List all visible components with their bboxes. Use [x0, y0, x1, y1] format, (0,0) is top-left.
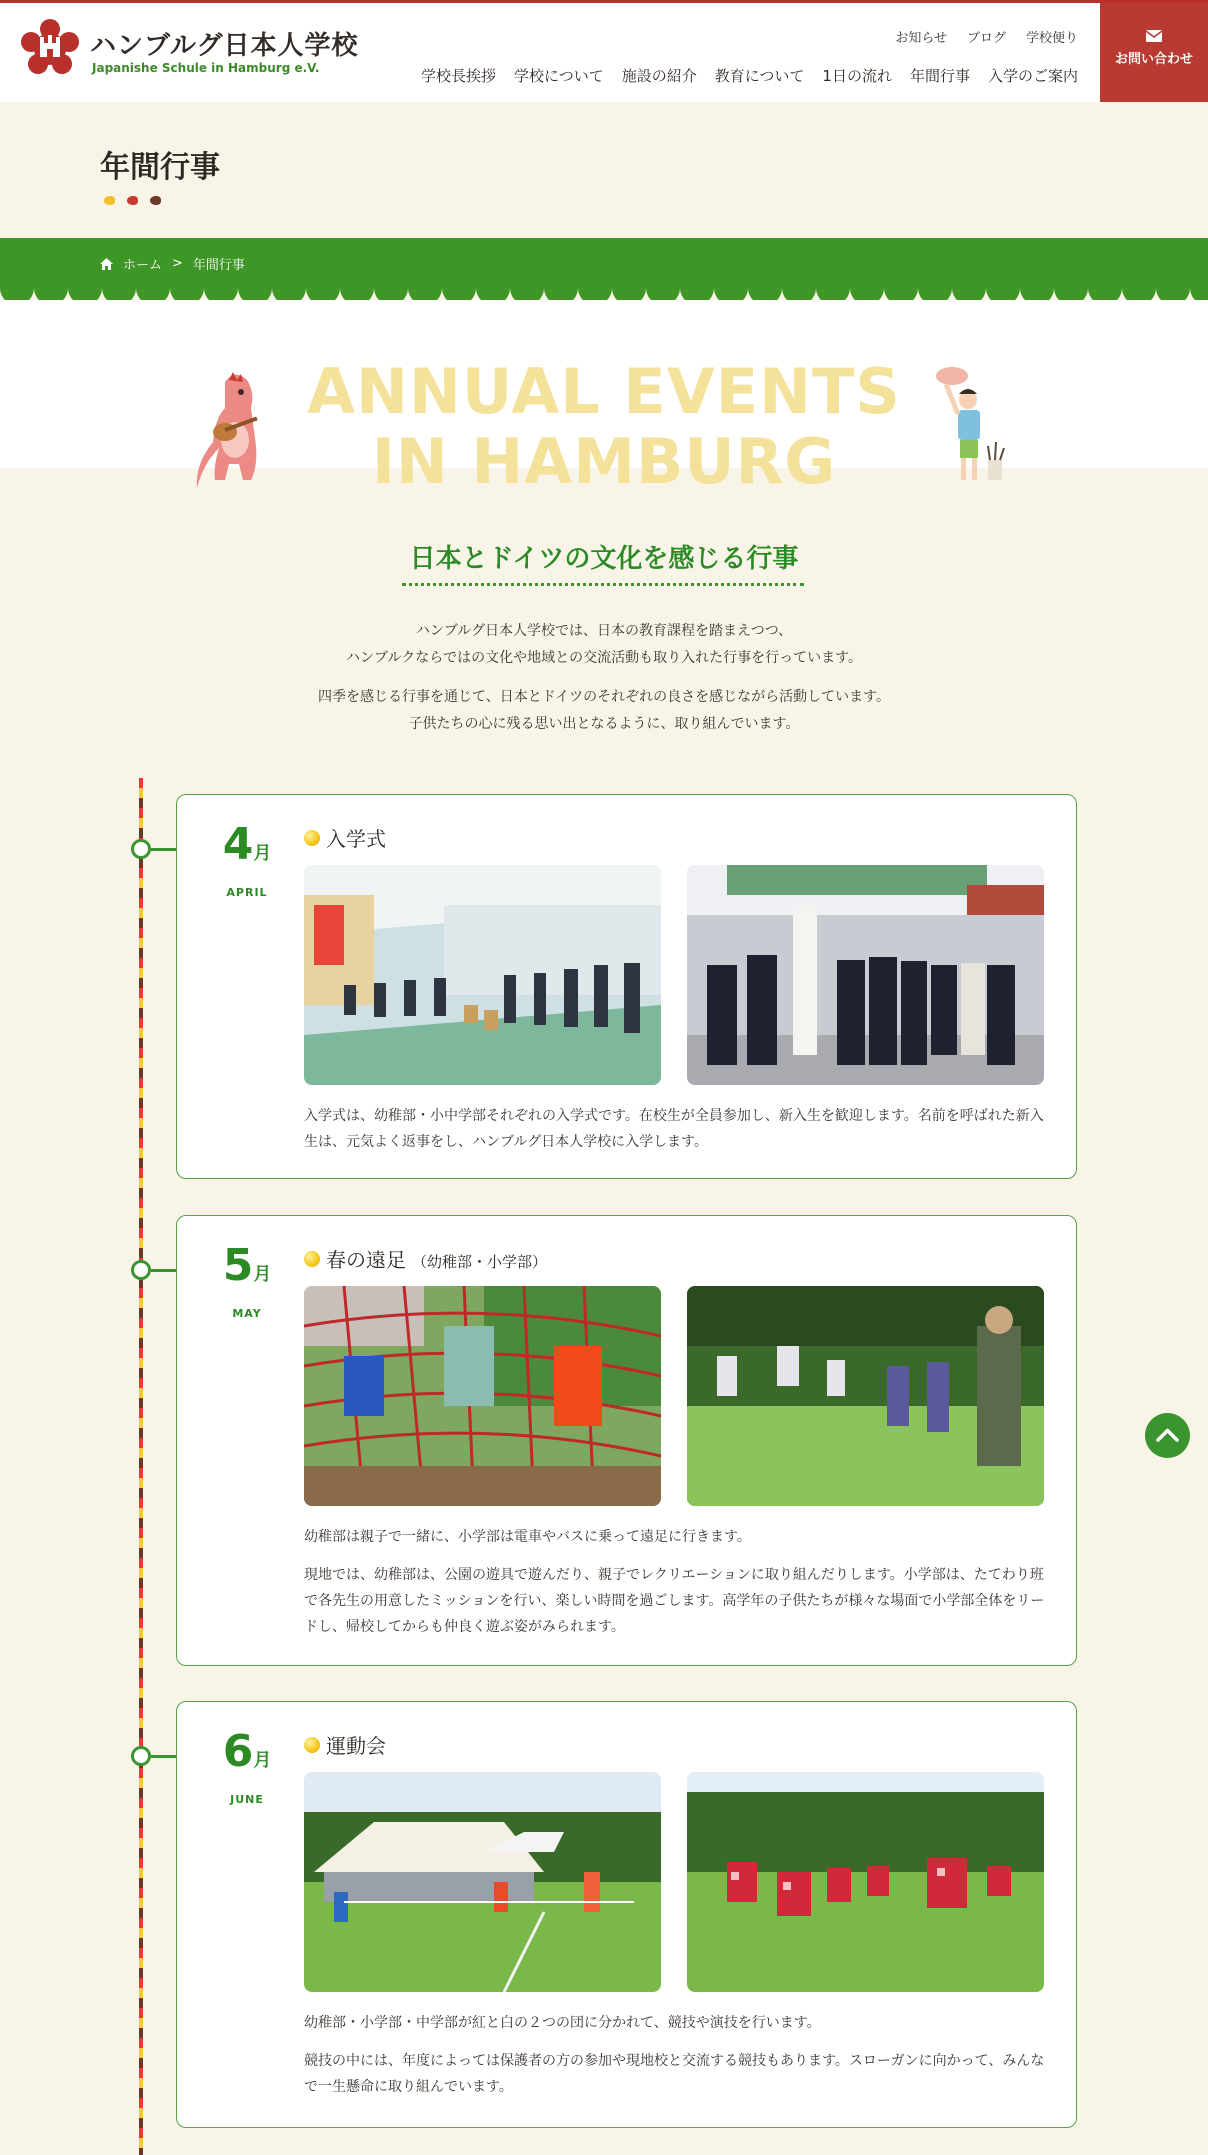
event-paragraph: 幼稚部・小学部・中学部が紅と白の２つの団に分かれて、競技や演技を行います。: [304, 2015, 821, 2031]
timeline-node: [131, 839, 151, 859]
timeline-connector: [151, 848, 177, 851]
event-card-april: [176, 794, 1077, 1179]
timeline-connector: [151, 1269, 177, 1272]
page-title: 年間行事: [100, 150, 220, 185]
school-name-en: Japanishe Schule in Hamburg e.V.: [92, 61, 320, 75]
photo-entrance-ceremony-gate: [687, 865, 1044, 1085]
contact-label: お問い合わせ: [1114, 52, 1193, 67]
photo-sports-day-dance: [687, 1772, 1044, 1992]
yellow-dot-icon: [304, 1251, 320, 1267]
breadcrumb: [0, 238, 1208, 300]
hero-line-1: ANNUAL EVENTS: [307, 355, 901, 428]
subnav-news[interactable]: お知らせ: [895, 31, 947, 46]
back-to-top-button[interactable]: [1145, 1413, 1190, 1458]
school-name-jp[interactable]: ハンブルグ日本人学校: [90, 31, 359, 61]
event-paragraph: 幼稚部は親子で一緒に、小学部は電車やバスに乗って遠足に行きます。: [304, 1529, 751, 1545]
contact-button[interactable]: [1100, 3, 1208, 102]
event-card-may: [176, 1215, 1077, 1666]
event-title-note: （幼稚部・小学部）: [412, 1253, 548, 1271]
main-navigation: [421, 65, 1078, 86]
breadcrumb-home[interactable]: ホーム: [123, 258, 163, 273]
month-number: 5: [222, 1240, 254, 1291]
nav-facilities[interactable]: 施設の紹介: [621, 67, 697, 85]
month-english: JUNE: [230, 1793, 264, 1806]
event-description: [304, 1524, 1049, 1652]
nav-education[interactable]: 教育について: [714, 67, 805, 85]
event-title-text: 運動会: [326, 1734, 386, 1758]
section-title-underline: [402, 583, 804, 586]
intro-line: ハンブルグ日本人学校では、日本の教育課程を踏まえつつ、: [415, 623, 793, 639]
intro-line: 四季を感じる行事を通じて、日本とドイツのそれぞれの良さを感じながら活動しています。: [318, 689, 890, 705]
subnav-newsletter[interactable]: 学校便り: [1025, 31, 1078, 46]
timeline-node: [131, 1260, 151, 1280]
event-title: [304, 823, 392, 852]
nav-daily-schedule[interactable]: 1日の流れ: [822, 67, 892, 85]
month-unit: 月: [253, 1264, 272, 1285]
photo-entrance-ceremony-hall: [304, 865, 661, 1085]
event-title-text: 入学式: [326, 827, 386, 851]
dinosaur-ukulele-illustration: [195, 368, 275, 492]
event-paragraph: 現地では、幼稚部は、公園の遊具で遊んだり、親子でレクリエーションに取り組んだりします。小学部は、たてわり班で各先生の用意したミッションを行い、楽しい時間を過ごします。高学年の子供たちが様々な場面で小学部全体をリードし、帰校してからも仲良く遊ぶ姿がみられます。: [304, 1567, 1045, 1635]
month-unit: 月: [253, 843, 272, 864]
nav-about-school[interactable]: 学校について: [514, 67, 604, 85]
event-title: [304, 1730, 392, 1759]
event-month: [217, 1726, 277, 1806]
subnav-blog[interactable]: ブログ: [966, 31, 1006, 46]
section-title: 日本とドイツの文化を感じる行事: [409, 544, 799, 574]
event-paragraph: 競技の中には、年度によっては保護者の方の参加や現地校と交流する競技もあります。スローガンに向かって、みんなで一生懸命に取り組んでいます。: [304, 2053, 1045, 2095]
yellow-dot-icon: [304, 830, 320, 846]
intro-line: ハンブルクならではの文化や地域との交流活動も取り入れた行事を行っています。: [346, 650, 862, 666]
photo-spring-excursion-playground: [304, 1286, 661, 1506]
month-number: 4: [222, 819, 254, 870]
home-icon: [100, 258, 113, 270]
timeline-connector: [151, 1755, 177, 1758]
school-logo-icon[interactable]: [18, 17, 82, 81]
intro-line: 子供たちの心に残る思い出となるように、取り組んでいます。: [408, 716, 800, 732]
event-card-june: [176, 1701, 1077, 2128]
month-english: APRIL: [226, 886, 268, 899]
yellow-dot-icon: [304, 1737, 320, 1753]
event-description: [304, 1103, 1049, 1167]
month-unit: 月: [253, 1750, 272, 1771]
month-english: MAY: [232, 1307, 262, 1320]
hero-heading: [0, 357, 1208, 497]
timeline-node: [131, 1746, 151, 1766]
event-paragraph: 入学式は、幼稚部・小中学部それぞれの入学式です。在校生が全員参加し、新入生を歓迎します。名前を呼ばれた新入生は、元気よく返事をし、ハンブルグ日本人学校に入学します。: [304, 1108, 1044, 1150]
event-month: [217, 1240, 277, 1320]
intro-paragraph-2: [0, 684, 1208, 738]
event-title: [304, 1244, 547, 1273]
intro-text: [0, 618, 1208, 750]
chevron-up-icon: [1145, 1413, 1190, 1458]
photo-spring-excursion-path: [687, 1286, 1044, 1506]
breadcrumb-separator: >: [172, 256, 183, 271]
event-title-text: 春の遠足: [326, 1248, 406, 1272]
mail-icon: [1146, 30, 1162, 42]
nav-annual-events[interactable]: 年間行事: [909, 67, 970, 85]
photo-sports-day-tent: [304, 1772, 661, 1992]
sub-navigation: [895, 27, 1078, 46]
site-header: [0, 3, 1208, 102]
breadcrumb-current: 年間行事: [192, 258, 245, 273]
nav-admission[interactable]: 入学のご案内: [987, 67, 1078, 85]
child-painting-illustration: [928, 362, 1008, 492]
hero-line-2: IN HAMBURG: [371, 425, 837, 498]
nav-principal-greeting[interactable]: 学校長挨拶: [420, 67, 496, 85]
decorative-dots: [104, 196, 161, 205]
event-month: [217, 819, 277, 899]
month-number: 6: [222, 1726, 254, 1777]
page-title-area: [0, 102, 1208, 238]
timeline-line: [139, 778, 143, 2155]
event-description: [304, 2010, 1049, 2112]
intro-paragraph-1: [0, 618, 1208, 672]
